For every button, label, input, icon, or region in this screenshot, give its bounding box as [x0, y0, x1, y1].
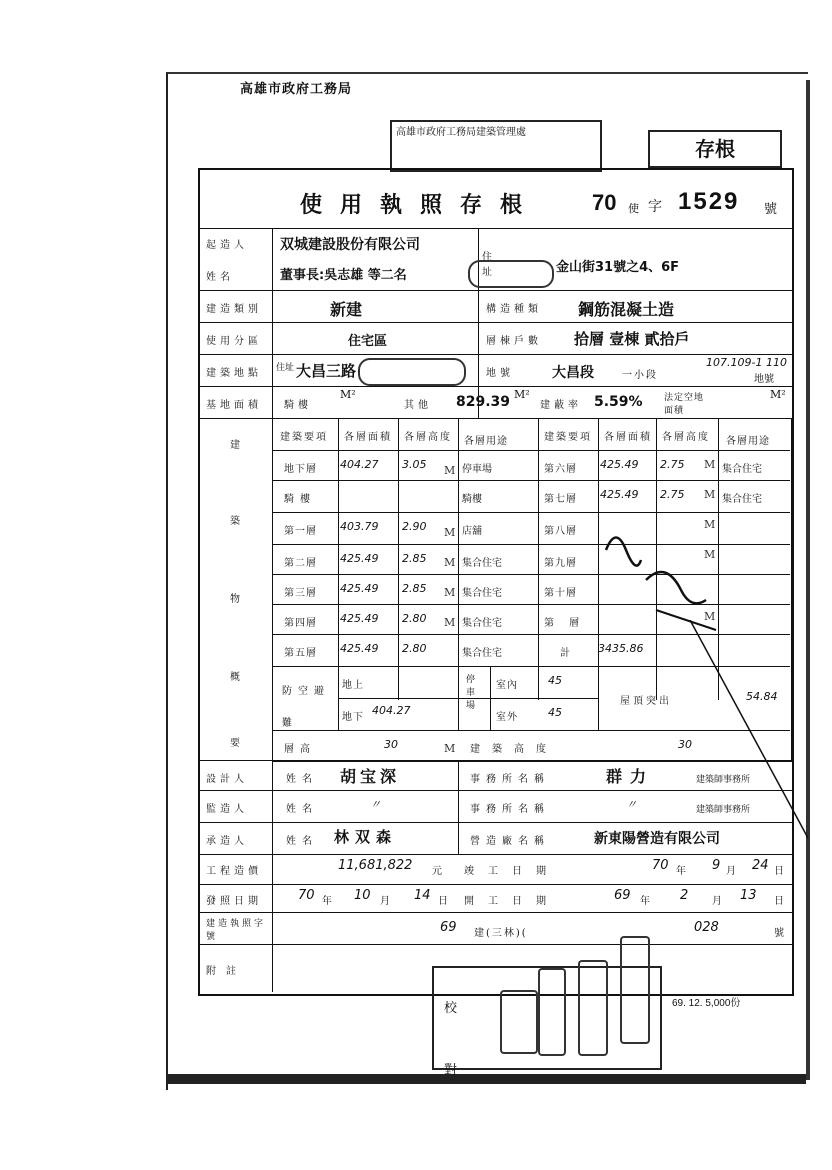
- table-header: 各層高度: [662, 432, 710, 443]
- architect-label: 建築師事務所: [696, 805, 751, 815]
- permit-number: 1529: [678, 188, 740, 215]
- area-unit: M²: [340, 388, 356, 401]
- legal-open-label: 法定空地面積: [664, 393, 705, 416]
- floors-value: 拾層 壹棟 貳拾戶: [574, 330, 690, 348]
- lot-section: 大昌段: [552, 365, 594, 381]
- floor-use: 店舖: [462, 526, 482, 537]
- floor-area: 403.79: [340, 520, 379, 533]
- permit-suffix: 號: [774, 928, 784, 939]
- other-label: 其他: [404, 400, 432, 411]
- build-type-label: 建造類別: [206, 304, 262, 315]
- area-unit: M²: [514, 388, 530, 401]
- table-header: 各層用途: [464, 436, 508, 447]
- site-seal: [358, 358, 466, 386]
- floor-use: 集合住宅: [462, 648, 502, 659]
- rule: [458, 418, 459, 700]
- floor-height: 2.85: [402, 552, 427, 565]
- owner-address-label: 住址: [482, 252, 492, 278]
- month-char: 月: [712, 896, 726, 907]
- print-info: 69. 12. 5,000份: [672, 998, 741, 1009]
- day-char: 日: [438, 896, 452, 907]
- form-title: 使用執照存根: [300, 192, 541, 218]
- start-label: 開工日期: [464, 896, 560, 907]
- floor-name: 第四層: [284, 618, 317, 629]
- rule: [538, 418, 539, 700]
- table-header: 建築要項: [544, 432, 592, 443]
- floor-name: 第二層: [284, 558, 317, 569]
- other-area: 829.39: [456, 394, 511, 410]
- year-char: 年: [676, 866, 690, 877]
- rule: [272, 480, 790, 481]
- permit-no: 028: [694, 920, 719, 935]
- build-type: 新建: [330, 300, 363, 319]
- floor-use: 集合住宅: [462, 618, 502, 629]
- rule: [272, 760, 273, 992]
- area-unit: M²: [770, 388, 786, 401]
- parking-label: 停車場: [466, 675, 476, 711]
- contractor-name: 林双森: [334, 828, 398, 846]
- designer-office: 群力: [606, 767, 655, 786]
- unit-m: M: [444, 464, 456, 477]
- year-char: 年: [322, 896, 336, 907]
- shelter-label: 防空避難: [282, 686, 330, 729]
- floor-height: 2.80: [402, 612, 427, 625]
- table-header: 各層面積: [604, 432, 652, 443]
- side-label: 建: [230, 440, 244, 451]
- completion-day: 24: [752, 858, 769, 873]
- outdoor-count: 45: [548, 706, 562, 719]
- arcade-label: 騎樓: [284, 400, 312, 411]
- below-label: 地下: [342, 712, 364, 723]
- number-suffix: 號: [764, 202, 782, 217]
- side-label: 要: [230, 738, 244, 749]
- approval-seal: [578, 960, 608, 1056]
- floor-area: 425.49: [340, 642, 379, 655]
- floor-use: 停車場: [462, 464, 492, 475]
- day-char: 日: [774, 866, 784, 877]
- side-label: 物: [230, 594, 244, 605]
- unit-m: M: [704, 518, 716, 531]
- permit-year: 70: [592, 190, 617, 215]
- unit-m: M: [444, 556, 456, 569]
- contractor-label: 承造人: [206, 836, 248, 847]
- issue-day: 14: [414, 888, 431, 903]
- floor-use: 集合住宅: [462, 588, 502, 599]
- roof-label: 屋頂突出: [620, 696, 672, 707]
- floor-name: 計: [560, 648, 571, 659]
- type-char: 使: [628, 202, 643, 215]
- start-day: 13: [740, 888, 757, 903]
- table-header: 各層高度: [404, 432, 452, 443]
- unit-m: M: [704, 548, 716, 561]
- floor-name: 第七層: [544, 494, 577, 505]
- rule: [198, 354, 792, 355]
- outdoor-label: 室外: [496, 712, 518, 723]
- site-road: 大昌三路: [296, 362, 357, 380]
- unit-m: M: [704, 488, 716, 501]
- floor-area: 404.27: [340, 458, 379, 471]
- scan-right-edge: [806, 80, 810, 1080]
- indoor-count: 45: [548, 674, 562, 687]
- file-stamp: 存根: [648, 130, 782, 168]
- start-year: 69: [614, 888, 631, 903]
- designer-name: 胡宝深: [340, 767, 401, 786]
- structure-label: 構造種類: [486, 304, 542, 315]
- floor-name: 地下層: [284, 464, 317, 475]
- rule: [198, 386, 792, 387]
- indoor-label: 室內: [496, 680, 518, 691]
- floor-name: 騎樓: [284, 494, 316, 505]
- supervisor-name: 〃: [370, 798, 381, 811]
- building-height: 30: [678, 738, 692, 751]
- zone-label: 使用分區: [206, 336, 262, 347]
- owner-person: 董事長:吳志雄 等二名: [280, 268, 407, 283]
- completion-label: 竣工日期: [464, 866, 560, 877]
- office-label: 事務所名稱: [470, 774, 550, 785]
- rule: [198, 912, 792, 913]
- issue-label: 發照日期: [206, 896, 262, 907]
- permit-year: 69: [440, 920, 457, 935]
- floor-height: 2.90: [402, 520, 427, 533]
- structure: 鋼筋混凝土造: [578, 300, 675, 319]
- floor-area: 425.49: [340, 582, 379, 595]
- floor-area: 425.49: [600, 488, 639, 501]
- site-addr-label: 住址: [276, 363, 295, 373]
- owner-seal: [468, 260, 554, 288]
- unit-m: M: [444, 742, 456, 755]
- lot-sub: 一小段: [622, 370, 658, 381]
- rule: [598, 666, 599, 730]
- issue-month: 10: [354, 888, 371, 903]
- floor-use: 集合住宅: [462, 558, 502, 569]
- note-label: 附註: [206, 966, 246, 977]
- floor-total-area: 3435.86: [598, 642, 644, 655]
- supervisor-label: 監造人: [206, 804, 248, 815]
- coverage: 5.59%: [594, 394, 643, 410]
- floor-height: 2.75: [660, 458, 685, 471]
- floor-use: 集合住宅: [722, 494, 762, 505]
- base-area-label: 基地面積: [206, 400, 262, 411]
- contractor-firm: 新東陽營造有限公司: [594, 831, 720, 847]
- permit-label: 建造執照字號: [206, 919, 267, 942]
- table-header: 建築要項: [280, 432, 328, 443]
- start-month: 2: [680, 888, 689, 903]
- rule: [198, 944, 792, 945]
- unit-m: M: [704, 610, 716, 623]
- unit-m: M: [444, 616, 456, 629]
- lot-label: 地號: [486, 368, 514, 379]
- rule: [198, 290, 792, 291]
- completion-month: 9: [712, 858, 721, 873]
- floor-area: 425.49: [340, 612, 379, 625]
- rule: [398, 418, 399, 700]
- day-char: 日: [774, 896, 784, 907]
- cost-label: 工程造價: [206, 866, 262, 877]
- floor-name: 第八層: [544, 526, 577, 537]
- name-label: 姓名: [286, 774, 318, 785]
- rule: [478, 228, 479, 418]
- unit-m: M: [444, 526, 456, 539]
- floor-height: 2.80: [402, 642, 427, 655]
- rule: [198, 854, 792, 855]
- table-header: 各層用途: [726, 436, 770, 447]
- office-label: 事務所名稱: [470, 804, 550, 815]
- architect-label: 建築師事務所: [696, 775, 751, 785]
- coverage-label: 建蔽率: [540, 400, 582, 411]
- floor-name: 第三層: [284, 588, 317, 599]
- site-label: 建築地點: [206, 368, 262, 379]
- rule: [458, 760, 459, 854]
- floor-name: 第 層: [544, 618, 586, 629]
- above-label: 地上: [342, 680, 364, 691]
- owner-company: 双城建設股份有限公司: [280, 237, 420, 253]
- permit-mid: 建(三林)(: [474, 928, 528, 939]
- lot-numbers: 107.109-1 110: [706, 356, 787, 369]
- strike-line: [690, 620, 810, 840]
- approval-seal: [500, 990, 538, 1054]
- month-char: 月: [380, 896, 394, 907]
- floor-name: 第一層: [284, 526, 317, 537]
- floor-name: 第十層: [544, 588, 577, 599]
- floor-height: 3.05: [402, 458, 427, 471]
- owner-label-2: 姓名: [206, 272, 234, 283]
- floor-use: 騎樓: [462, 494, 482, 505]
- name-label: 姓名: [286, 804, 318, 815]
- unit-m: M: [444, 586, 456, 599]
- yuan-char: 元: [432, 866, 442, 877]
- month-char: 月: [726, 866, 740, 877]
- side-label: 概: [230, 672, 244, 683]
- issue-year: 70: [298, 888, 315, 903]
- rule: [272, 512, 790, 513]
- floor-area: 425.49: [600, 458, 639, 471]
- completion-year: 70: [652, 858, 669, 873]
- unit-m: M: [704, 458, 716, 471]
- owner-label-1: 起造人: [206, 240, 248, 251]
- rule: [198, 228, 792, 229]
- word-char: 字: [648, 199, 666, 215]
- lot-suffix: 地號: [754, 374, 774, 385]
- scan-bottom-edge: [166, 1074, 806, 1084]
- review-label: 校對: [444, 1001, 458, 1078]
- supervisor-office: 〃: [626, 798, 637, 811]
- floor-name: 第六層: [544, 464, 577, 475]
- floors-label: 層棟戶數: [486, 336, 542, 347]
- floor-use: 集合住宅: [722, 464, 762, 475]
- name-label: 姓名: [286, 836, 318, 847]
- floor-name: 第九層: [544, 558, 577, 569]
- cost-value: 11,681,822: [338, 858, 413, 873]
- year-char: 年: [640, 896, 654, 907]
- agency-stamp: 高雄市政府工務局建築管理處: [390, 120, 602, 172]
- side-label: 築: [230, 516, 244, 527]
- rule: [198, 322, 792, 323]
- approval-seal: [620, 936, 650, 1044]
- floor-height: 2.75: [660, 488, 685, 501]
- floor-name: 第五層: [284, 648, 317, 659]
- storey-height: 30: [384, 738, 398, 751]
- owner-address: 金山街31號之4、6F: [556, 260, 680, 275]
- floor-height: 2.85: [402, 582, 427, 595]
- designer-label: 設計人: [206, 774, 248, 785]
- below-area: 404.27: [372, 704, 411, 717]
- approval-seal: [538, 968, 566, 1056]
- rule: [272, 450, 790, 451]
- floor-area: 425.49: [340, 552, 379, 565]
- roof-area: 54.84: [746, 690, 778, 703]
- storey-height-label: 層高: [284, 744, 316, 755]
- building-height-label: 建築高度: [470, 744, 558, 755]
- zone: 住宅區: [348, 334, 388, 349]
- rule: [198, 884, 792, 885]
- firm-label: 營造廠名稱: [470, 836, 550, 847]
- table-header: 各層面積: [344, 432, 392, 443]
- top-stamp: 高雄市政府工務局: [240, 82, 353, 97]
- rule: [338, 418, 339, 700]
